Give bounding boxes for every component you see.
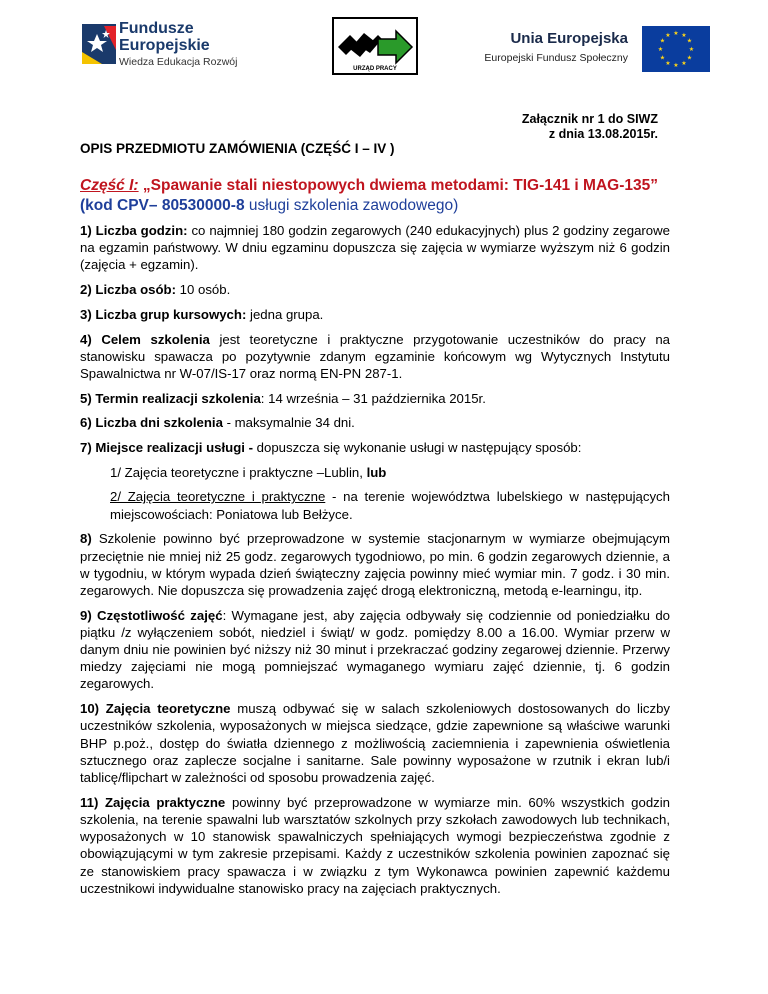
item-2-label: 2) Liczba osób: [80,282,176,298]
item-10-text: muszą odbywać się w salach szkoleniowych dostosowanych do liczby uczestników szkolenia, wyposażonych w miejsca siedzące, gdzie zapewnione są właściwe warunki BHP p.poż., dostęp do światła dziennego z możliwością zaciemnienia i zapewnienia oświetlenia sztucznego oraz zaplecze socjalne i sanitarne. Sale powinny wyposażone w rzutnik i ekran lub/i tablicę/flipchart w zależności od sposobu prowadzenia zajęć. [80,701,671,785]
item-7-text: dopuszcza się wykonanie usługi w następujący sposób: [252,440,582,456]
svg-text:★: ★ [673,62,679,69]
item-7a-bold: lub [366,464,387,480]
cpv-description: usługi szkolenia zawodowego) [244,197,459,214]
item-3-label: 3) Liczba grup kursowych: [80,306,247,322]
item-11-text: powinny być przeprowadzone w wymiarze min. 60% wszystkich godzin szkolenia, na terenie spawalni lub warsztatów szkolnych przy szkołach zawodowych lub technikach, wyposażonych w 10 stanowisk spawalniczych spełniających wymogi bezpieczeństwa zgodnie z obowiązującymi w tym zakresie przepisami. Każdy z uczestników szkolenia powinien zapoznać się ze stanowiskiem pracy spawacza i w związku z tym Wykonawca powinien zapewnić każdemu uczestnikowi indywidualne stanowisko pracy na zajęciach praktycznych. [80,794,671,896]
ue-subtitle: Europejski Fundusz Społeczny [484,52,628,64]
item-11 [80,794,670,897]
item-7-label: 7) Miejsce realizacji usługi - [80,440,253,456]
fe-star-icon [82,24,116,64]
item-9 [80,607,670,693]
item-5 [80,390,670,407]
part-code [80,197,458,214]
item-4-label: 4) Celem szkolenia [80,331,210,347]
item-11-label: 11) Zajęcia praktyczne [80,794,226,810]
fe-logo-line3: Wiedza Edukacja Rozwój [119,56,238,68]
up-logo-text: URZĄD PRACY [353,66,397,72]
item-7b-text: - na terenie województwa lubelskiego w następujących miejscowościach: Poniatowa lub Bełżyce. [110,489,670,522]
eu-flag-icon [642,26,710,72]
item-7 [80,439,670,456]
item-3 [80,306,670,323]
svg-text:★: ★ [686,37,693,45]
item-8-label: 8) [80,531,92,547]
item-2 [80,281,670,298]
item-8-text: Szkolenie powinno być przeprowadzone w systemie stacjonarnym w wymiarze obejmującym przeciętnie nie mniej niż 25 godz. zegarowych tygodniowo, po min. 6 godzin zegarowych dziennie, a w tygodniu, w którym wypada dzień świąteczny zajęcia powinny mieć wymiar min. 7 godz. i 30 min. zegarowych. Nie dopuszcza się prowadzenia zajęć drogą elektroniczną, metodą e-learningu, itp. [80,531,670,598]
svg-text:★: ★ [681,60,687,67]
attachment-note [470,112,658,142]
svg-text:★: ★ [665,60,671,67]
svg-text:★: ★ [673,30,679,37]
urzad-pracy-icon [332,17,418,75]
item-6 [80,414,670,431]
item-9-text: : Wymagane jest, aby zajęcia odbywały się codziennie od poniedziałku do piątku /z wyłączeniem sobót, niedziel i świąt/ w godz. pomiędzy 8.00 a 16.00. Wymiar przerw w danym dniu nie powinien być niższy niż 30 minut i przekraczać godziny zegarowej dziennie. Przerwy miedzy zajęciami nie mogą pomniejszać wymaganego wymiaru zajęć dziennie, tj. 6 godzin zegarowych. [80,607,670,692]
item-6-text: - maksymalnie 34 dni. [222,415,355,431]
item-1-text: co najmniej 180 godzin zegarowych (240 edukacyjnych) plus 2 godziny zegarowe na egzamin państwowy. W dniu egzaminu dopuszcza się zajęcia w wymiarze wyższym niż 6 godzin (zajęcia + egzamin). [80,223,670,273]
svg-text:★: ★ [659,37,666,45]
fe-logo-line1: Fundusze [119,20,194,37]
svg-text:★: ★ [657,46,664,53]
svg-text:★: ★ [681,32,687,39]
item-8 [80,530,670,599]
item-6-label: 6) Liczba dni szkolenia [80,415,223,431]
ue-title: Unia Europejska [510,30,628,47]
item-2-text: 10 osób. [175,282,231,298]
svg-text:★: ★ [686,54,693,62]
item-4-text: jest teoretyczne i praktyczne przygotowanie uczestników do pracy na stanowisku spawacza po pozytywnie zdanym egzaminie końcowym wg Wytycznych Instytutu Spawalnictwa nr W-07/IS-17 oraz normą EN-PN 287-1. [80,331,670,381]
item-4 [80,331,670,383]
part-label: Część I: [80,177,139,194]
item-7-option-1 [110,464,670,481]
item-7a-text: 1/ Zajęcia teoretyczne i praktyczne –Lublin, [110,464,367,480]
item-10-label: 10) Zajęcia teoretyczne [80,701,231,717]
part-title [80,176,670,216]
document-title: OPIS PRZEDMIOTU ZAMÓWIENIA (CZĘŚĆ I – IV ) [80,141,395,156]
urzad-pracy-logo [332,17,418,75]
attachment-line2: z dnia 13.08.2015r. [548,127,658,141]
svg-text:★: ★ [688,46,695,53]
part-name: „Spawanie stali niestopowych dwiema metodami: TIG-141 i MAG-135” [138,177,658,194]
fe-logo-line2: Europejskie [119,37,210,54]
item-1 [80,222,670,274]
item-5-text: : 14 września – 31 października 2015r. [260,390,486,406]
item-3-text: jedna grupa. [246,306,324,322]
item-10 [80,700,670,786]
item-7b-underlined: 2/ Zajęcia teoretyczne i praktyczne [110,489,326,505]
item-5-label: 5) Termin realizacji szkolenia [80,390,261,406]
cpv-code: (kod CPV– 80530000-8 [80,197,245,214]
item-7-option-2 [110,488,670,522]
item-9-label: 9) Częstotliwość zajęć [80,607,223,623]
item-1-label: 1) Liczba godzin: [80,223,188,238]
fundusze-europejskie-logo [82,20,242,76]
svg-text:★: ★ [665,32,671,39]
document-body [80,222,670,904]
attachment-line1: Załącznik nr 1 do SIWZ [521,112,658,126]
svg-text:★: ★ [659,54,666,62]
